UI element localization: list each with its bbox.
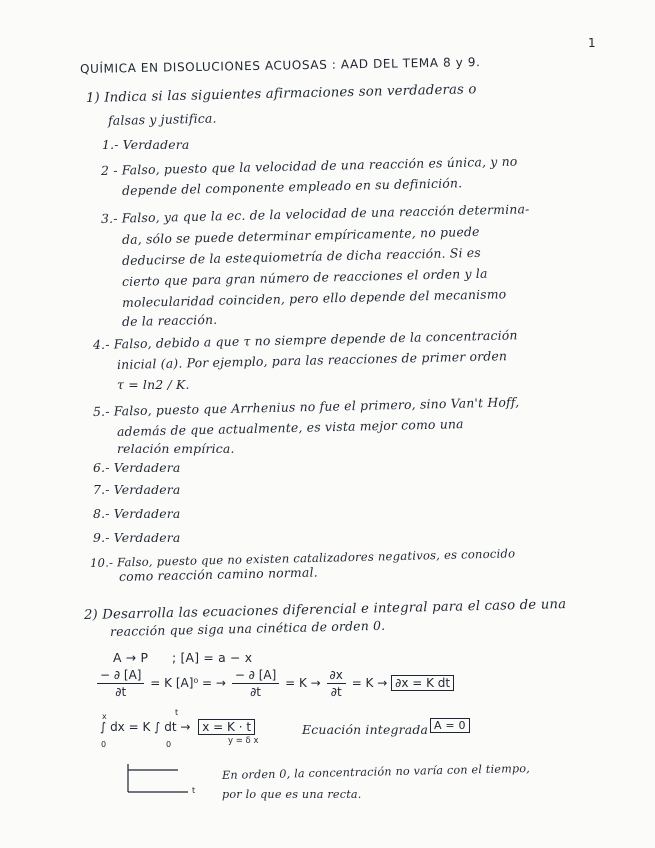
q1-answer-3-line-6: de la reacción. [121, 311, 218, 329]
q1-answer-2-line-2: depende del componente empleado en su definición. [121, 175, 463, 198]
line-labels: y = δ x [228, 736, 259, 746]
q1-statement-line-2: falsas y justifica. [107, 110, 217, 128]
page-title: QUÍMICA EN DISOLUCIONES ACUOSAS : AAD DEL TEMA 8 y 9. [79, 55, 481, 76]
rate-constant-2: = K → [351, 676, 388, 690]
integral-upper-t: t [175, 708, 179, 717]
graph-axis-label: t [192, 786, 196, 795]
differential-equation [95, 668, 454, 699]
q2-statement-line-1: 2) Desarrolla las ecuaciones diferencial e integral para el caso de una [83, 597, 567, 623]
q1-statement-line-1: 1) Indica si las siguientes afirmaciones son verdaderas o [85, 82, 477, 106]
q1-answer-3-line-2: da, sólo se puede determinar empíricamente, no puede [121, 223, 480, 247]
q2-statement-line-2: reacción que siga una cinética de orden 0. [109, 617, 386, 639]
integral-lower-t: 0 [166, 740, 172, 749]
q1-answer-9: 9.- Verdadera [93, 530, 181, 545]
integral-equation [100, 720, 255, 734]
q1-answer-5-line-3: relación empírica. [117, 441, 235, 456]
integrated-label: Ecuación integrada [302, 722, 429, 737]
order-box: A = 0 [430, 718, 470, 733]
q2-concentration: ; [A] = a − x [172, 650, 253, 665]
q1-answer-5-line-1: 5.- Falso, puesto que Arrhenius no fue el primero, sino Van't Hoff, [92, 394, 520, 419]
q1-answer-3-line-5: molecularidad coinciden, pero ello depende del mecanismo [121, 286, 507, 310]
boxed-integral: x = K · t [198, 719, 255, 735]
order-box-wrap [430, 719, 470, 732]
q1-answer-6: 6.- Verdadera [93, 460, 181, 475]
boxed-differential: ∂x = K dt [391, 675, 454, 691]
q1-answer-7: 7.- Verdadera [93, 482, 181, 497]
q1-answer-5-line-2: además de que actualmente, es vista mejor como una [116, 416, 464, 439]
frac1-numerator: − ∂ [A] [97, 668, 144, 684]
q1-answer-4-line-1: 4.- Falso, debido a que τ no siempre depende de la concentración [92, 327, 518, 352]
frac1-denominator: ∂t [115, 685, 127, 699]
integral-expression: ∫ dx = K ∫ dt → [100, 720, 191, 734]
rate-constant: = K → [285, 676, 321, 690]
q1-answer-8: 8.- Verdadera [93, 506, 181, 521]
frac3-numerator: ∂x [327, 668, 346, 684]
page-number: 1 [588, 36, 596, 50]
q1-answer-3-line-3: deducirse de la estequiometría de dicha reacción. Si es [121, 244, 482, 268]
conclusion-line-2: por lo que es una recta. [222, 788, 362, 801]
q1-answer-4-line-2: inicial (a). Por ejemplo, para las reacciones de primer orden [116, 348, 508, 372]
rate-expression: = K [A]⁰ = → [150, 676, 226, 690]
frac2-numerator: − ∂ [A] [232, 668, 279, 684]
q1-answer-3-line-4: cierto que para gran número de reacciones el orden y la [121, 265, 488, 289]
frac3-denominator: ∂t [330, 685, 342, 699]
concentration-graph [120, 758, 200, 798]
integral-lower-x: 0 [101, 740, 107, 749]
q1-answer-10-line-2: como reacción camino normal. [118, 564, 318, 584]
q1-answer-1: 1.- Verdadera [102, 137, 190, 152]
q1-answer-10-line-1: 10.- Falso, puesto que no existen catalizadores negativos, es conocido [89, 546, 516, 570]
q1-answer-2-line-1: 2 - Falso, puesto que la velocidad de una reacción es única, y no [100, 153, 518, 178]
conclusion-line-1: En orden 0, la concentración no varía con el tiempo, [221, 762, 531, 782]
frac2-denominator: ∂t [250, 685, 261, 699]
integral-upper-x: x [102, 712, 107, 721]
q1-answer-3-line-1: 3.- Falso, ya que la ec. de la velocidad de una reacción determina- [100, 201, 530, 226]
q1-answer-4-line-3: τ = ln2 / K. [117, 377, 190, 392]
q2-reaction: A → P [113, 650, 149, 665]
